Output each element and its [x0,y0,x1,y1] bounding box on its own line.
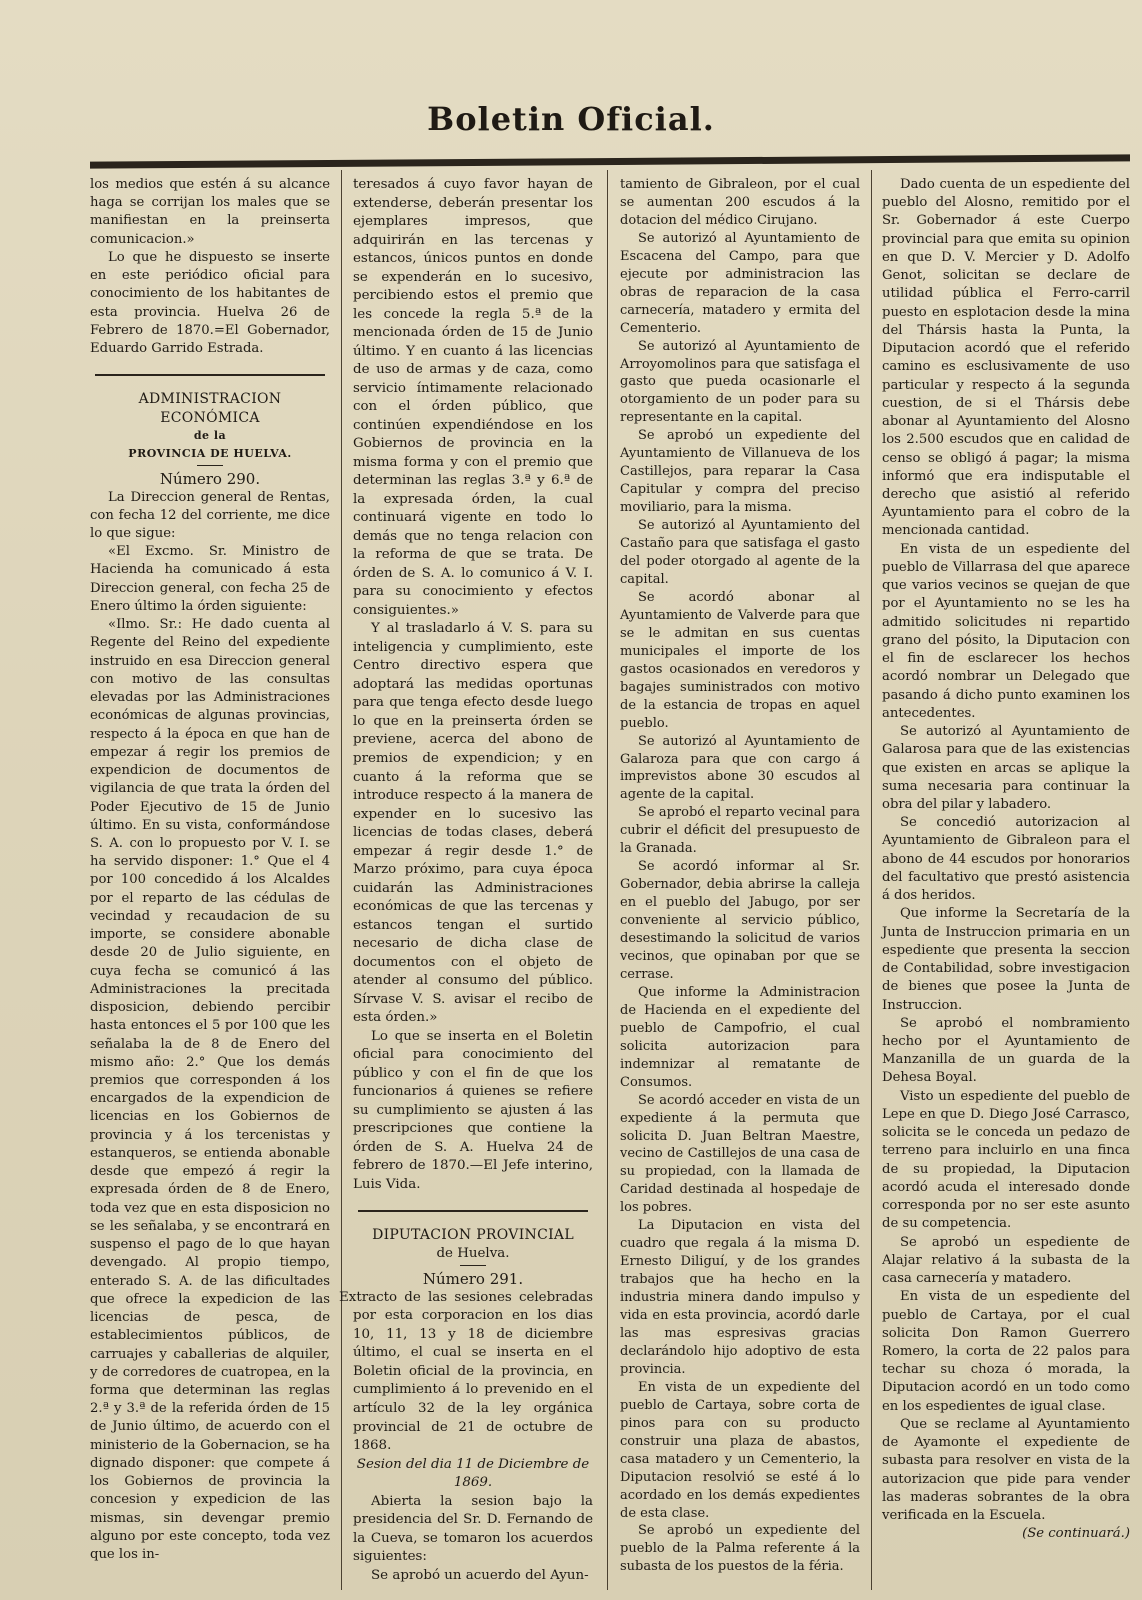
paragraph: Lo que he dispuesto se inserte en este periódico oficial para conocimiento de los habitantes de esta provincia. Huelva 26 de Febrero de 1870.=El Gobernador, Eduardo Garrido Estrada. [90,249,330,357]
paragraph: Se concedió autorizacion al Ayuntamiento de Gibraleon para el abono de 44 escudos por honorarios del facultativo que prestó asistencia á dos heridos. [882,815,1130,904]
paragraph: Se aprobó el nombramiento hecho por el Ayuntamiento de Manzanilla de un guarda de la Dehesa Boyal. [882,1015,1130,1086]
paragraph: Se acordó informar al Sr. Gobernador, debia abrirse la calleja en el pueblo del Jabugo, por ser conveniente al servicio público, desestimando la solicitud de varios vecinos, que opinaban por que se cerrase. [620,859,860,982]
notice-number: Número 290. [159,470,261,489]
paragraph: Se autorizó al Ayuntamiento de Galaroza para que con cargo á imprevistos abone 30 escudos al agente de la capital. [620,733,860,803]
masthead-title: Boletin Oficial. [427,100,715,138]
paragraph: Se acordó abonar al Ayuntamiento de Valverde para que se le admitan en sus cuentas municipales el importe de los gastos ocasionados en veredoros y bagajes suministrados con motivo de la estancia de tropas en aquel pueblo. [620,589,860,731]
session-heading: Sesion del dia 11 de Diciembre de 1869. [356,1456,590,1491]
continued-note: (Se continuará.) [1022,1526,1130,1542]
paragraph: Abierta la sesion bajo la presidencia del Sr. D. Fernando de la Cueva, se tomaron los acuerdos siguientes: [353,1493,593,1565]
paragraph: Se aprobó el reparto vecinal para cubrir el déficit del presupuesto de la Granada. [620,805,860,857]
column-divider [341,170,342,1590]
section-subheading: PROVINCIA DE HUELVA. [128,447,292,461]
paragraph: «Ilmo. Sr.: He dado cuenta al Regente del Reino del expediente instruido en esa Direccion general con motivo de las consultas elevadas por las Administraciones económicas de algunas provincias, respecto á la época en que han de empezar á regir los premios de expendicion de documentos de vigilancia de que trata la órden del Poder Ejecutivo de 15 de Junio último. En su vista, conformándose S. A. con lo propuesto por V. I. se ha servido disponer: 1.° Que el 4 por 100 concedido á los Alcaldes por el reparto de las cédulas de vecindad y recaudacion de su importe, se considere abonable desde 20 de Julio siguiente, en cuya fecha se comunicó á las Administraciones la precitada disposicion, debiendo percibir hasta entonces el 5 por 100 que les señalaba la de 8 de Enero del mismo año: 2.° Que los demás premios que corresponden á los encargados de la expendicion de licencias en los Gobiernos de provincia y á los tercenistas y estanqueros, se entienda abonable desde que empezó á regir la expresada órden de 8 de Enero, toda vez que en esta disposicion no se les señalaba, y se encontrará en suspenso el pago de lo que hayan devengado. Al propio tiempo, enterado S. A. de las dificultades que ofrece la expedicion de las licencias de pesca, de establecimientos públicos, de carruajes y caballerias de alquiler, y de corredores de cuatropea, en la forma que determinan las reglas 2.ª y 3.ª de la referida órden de 15 de Junio último, de acuerdo con el ministerio de la Gobernacion, se ha dignado disponer: que compete á los Gobiernos de provincia la concesion y expedicion de las mismas, sin devengar premio alguno por este concepto, toda vez que los in- [90,617,330,1563]
paragraph: Que se reclame al Ayuntamiento de Ayamonte el expediente de subasta para resolver en vista de la autorizacion que pide para vender las maderas sobrantes de la obra verificada en la Escuela. [882,1416,1130,1524]
paragraph: Se aprobó un acuerdo del Ayun- [371,1567,589,1583]
section-divider [358,1210,588,1212]
paragraph: En vista de un expediente del pueblo de Cartaya, sobre corta de pinos para con su producto construir una plaza de abastos, casa matadero y un Cementerio, la Diputacion resolvió se esté á lo acordado en los demás expedientes de esta clase. [620,1379,860,1521]
paragraph: En vista de un espediente del pueblo de Cartaya, por el cual solicita Don Ramon Guerrero Romero, la corta de 22 palos para techar su choza ó morada, la Diputacion acordó en un todo como en los espedientes de igual clase. [882,1289,1130,1414]
extract-summary: Extracto de las sesiones celebradas por esta corporacion en los dias 10, 11, 13 y 18 de diciembre último, el cual se inserta en el Boletin oficial de la provincia, en cumplimiento á lo prevenido en el artículo 32 de la ley orgánica provincial de 21 de octubre de 1868. [339,1289,593,1454]
column-divider [871,170,872,1590]
section-heading: DIPUTACION PROVINCIAL [372,1227,574,1244]
paragraph: «El Excmo. Sr. Ministro de Hacienda ha comunicado á esta Direccion general, con fecha 25 de Enero último la órden siguiente: [90,544,330,614]
paragraph: Se autorizó al Ayuntamiento de Galarosa para que de las existencias que existen en arcas se aplique la suma necesaria para continuar la obra del pilar y labadero. [882,724,1130,812]
paragraph: Y al trasladarlo á V. S. para su inteligencia y cumplimiento, este Centro directivo espera que adoptará las medidas oportunas para que tenga efecto desde luego lo que en la preinserta órden se previene, acerca del abono de premios de expendicion; y en cuanto á la reforma que se introduce respecto á la manera de expender en lo sucesivo las licencias de todas clases, deberá empezar á regir desde 1.° de Marzo próximo, para cuya época cuidarán las Administraciones económicas de que las tercenas y estancos tengan el surtido necesario de dicha clase de documentos con el objeto de atender al consumo del público. Sírvase V. S. avisar el recibo de esta órden.» [353,621,593,1026]
column-divider [607,170,608,1590]
paragraph: Dado cuenta de un espediente del pueblo del Alosno, remitido por el Sr. Gobernador á este Cuerpo provincial para que emita su opinion en que D. V. Mercier y D. Adolfo Genot, solicitan se declare de utilidad pública el Ferro-carril puesto en esplotacion desde la mina del Thársis hasta la Punta, la Diputacion acordó que el referido camino es esclusivamente de uso particular y respecto á la segunda cuestion, de si el Thársis debe abonar al Ayuntamiento del Alosno los 2.500 escudos que en calidad de censo se obligó á pagar; la misma informó que era indisputable el derecho que asistió al referido Ayuntamiento para el cobro de la mencionada cantidad. [882,177,1130,539]
paragraph: tamiento de Gibraleon, por el cual se aumentan 200 escudos á la dotacion del médico Cirujano. [620,177,860,228]
paragraph: La Diputacion en vista del cuadro que regala á la misma D. Ernesto Diliguí, y de los grandes trabajos que ha hecho en la industria minera dando impulso y vida en esta provincia, acordó darle las mas espresivas gracias declarándolo hijo adoptivo de esta provincia. [620,1218,860,1377]
section-heading-connector: de la [193,428,227,442]
header-rule [90,154,1130,168]
paragraph: Visto un espediente del pueblo de Lepe en que D. Diego José Carrasco, solicita se le conceda un pedazo de terreno para incluirlo en una finca de su propiedad, la Diputacion acordó acuda el interesado donde corresponda por no ser este asunto de su competencia. [882,1088,1130,1232]
paragraph: Se aprobó un espediente de Alajar relativo á la subasta de la casa carnecería y matadero. [882,1234,1130,1287]
paragraph: Lo que se inserta en el Boletin oficial para conocimiento del público y con el fin de que los funcionarios á quienes se refiere su cumplimiento se ajusten á las prescripciones que contiene la órden de S. A. Huelva 24 de febrero de 1870.—El Jefe interino, Luis Vida. [353,1028,593,1192]
section-divider [95,374,325,376]
column-3 [620,176,860,1576]
paragraph: Se autorizó al Ayuntamiento del Castaño para que satisfaga el gasto del poder otorgado al agente de la capital. [620,518,860,587]
paragraph: La Direccion general de Rentas, con fecha 12 del corriente, me dice lo que sigue: [90,489,330,541]
short-dash [460,1265,486,1266]
paragraph: Se aprobó un expediente del pueblo de la Palma referente á la subasta de los puestos de la féria. [620,1523,860,1575]
paragraph: Se autorizó al Ayuntamiento de Escacena del Campo, para que ejecute por administracion las obras de reparacion de la casa carnecería, matadero y ermita del Cementerio. [620,230,860,336]
paragraph: Se acordó acceder en vista de un expediente á la permuta que solicita D. Juan Beltran Maestre, vecino de Castillejos de una casa de su propiedad, con la llamada de Caridad destinada al hospedaje de los pobres. [620,1092,860,1216]
paragraph: Se autorizó al Ayuntamiento de Arroyomolinos para que satisfaga el gasto que pueda ocasionarle el otorgamiento de un poder para su representante en la capital. [620,338,860,426]
column-4 [882,176,1130,1544]
section-heading: ADMINISTRACION ECONÓMICA [138,391,282,426]
paragraph: Que informe la Administracion de Hacienda en el expediente del pueblo de Campofrio, el cual solicita autorizacion para indemnizar al rematante de Consumos. [620,984,860,1090]
paragraph: Que informe la Secretaría de la Junta de Instruccion primaria en un espediente que presenta la seccion de Contabilidad, sobre investigacion de bienes que posee la Junta de Instruccion. [882,906,1130,1013]
paragraph: En vista de un espediente del pueblo de Villarrasa del que aparece que varios vecinos se quejan de que por el Ayuntamiento no se les ha admitido solicitudes ni repartido grano del pósito, la Diputacion con el fin de esclarecer los hechos acordó nombrar un Delegado que pasando á dicho punto examinen los antecedentes. [882,541,1130,721]
short-dash [197,465,223,466]
paragraph: Se aprobó un expediente del Ayuntamiento de Villanueva de los Castillejos, para reparar la Casa Capitular y compra del preciso moviliario, para la misma. [620,428,860,516]
section-subheading: de Huelva. [436,1245,510,1261]
column-2 [339,176,593,1585]
paragraph: los medios que estén á su alcance haga se corrijan los males que se manifiestan en la preinserta comunicacion.» [90,177,330,247]
notice-number: Número 291. [422,1270,524,1289]
column-1 [90,176,330,1564]
paragraph: teresados á cuyo favor hayan de extenderse, deberán presentar los ejemplares impresos, que adquirirán en las tercenas y estancos, únicos puntos en donde se expenderán en lo sucesivo, percibiendo estos el premio que les concede la regla 5.ª de la mencionada órden de 15 de Junio último. Y en cuanto á las licencias de uso de armas y de caza, como servicio íntimamente relacionado con el órden público, que continúen expendiéndose en los Gobiernos de provincia en la misma forma y con el premio que determinan las reglas 3.ª y 6.ª de la expresada órden, la cual continuará vigente en todo lo demás que no tenga relacion con la reforma de que se trata. De órden de S. A. lo comunico á V. I. para su conocimiento y efectos consiguientes.» [353,177,593,618]
